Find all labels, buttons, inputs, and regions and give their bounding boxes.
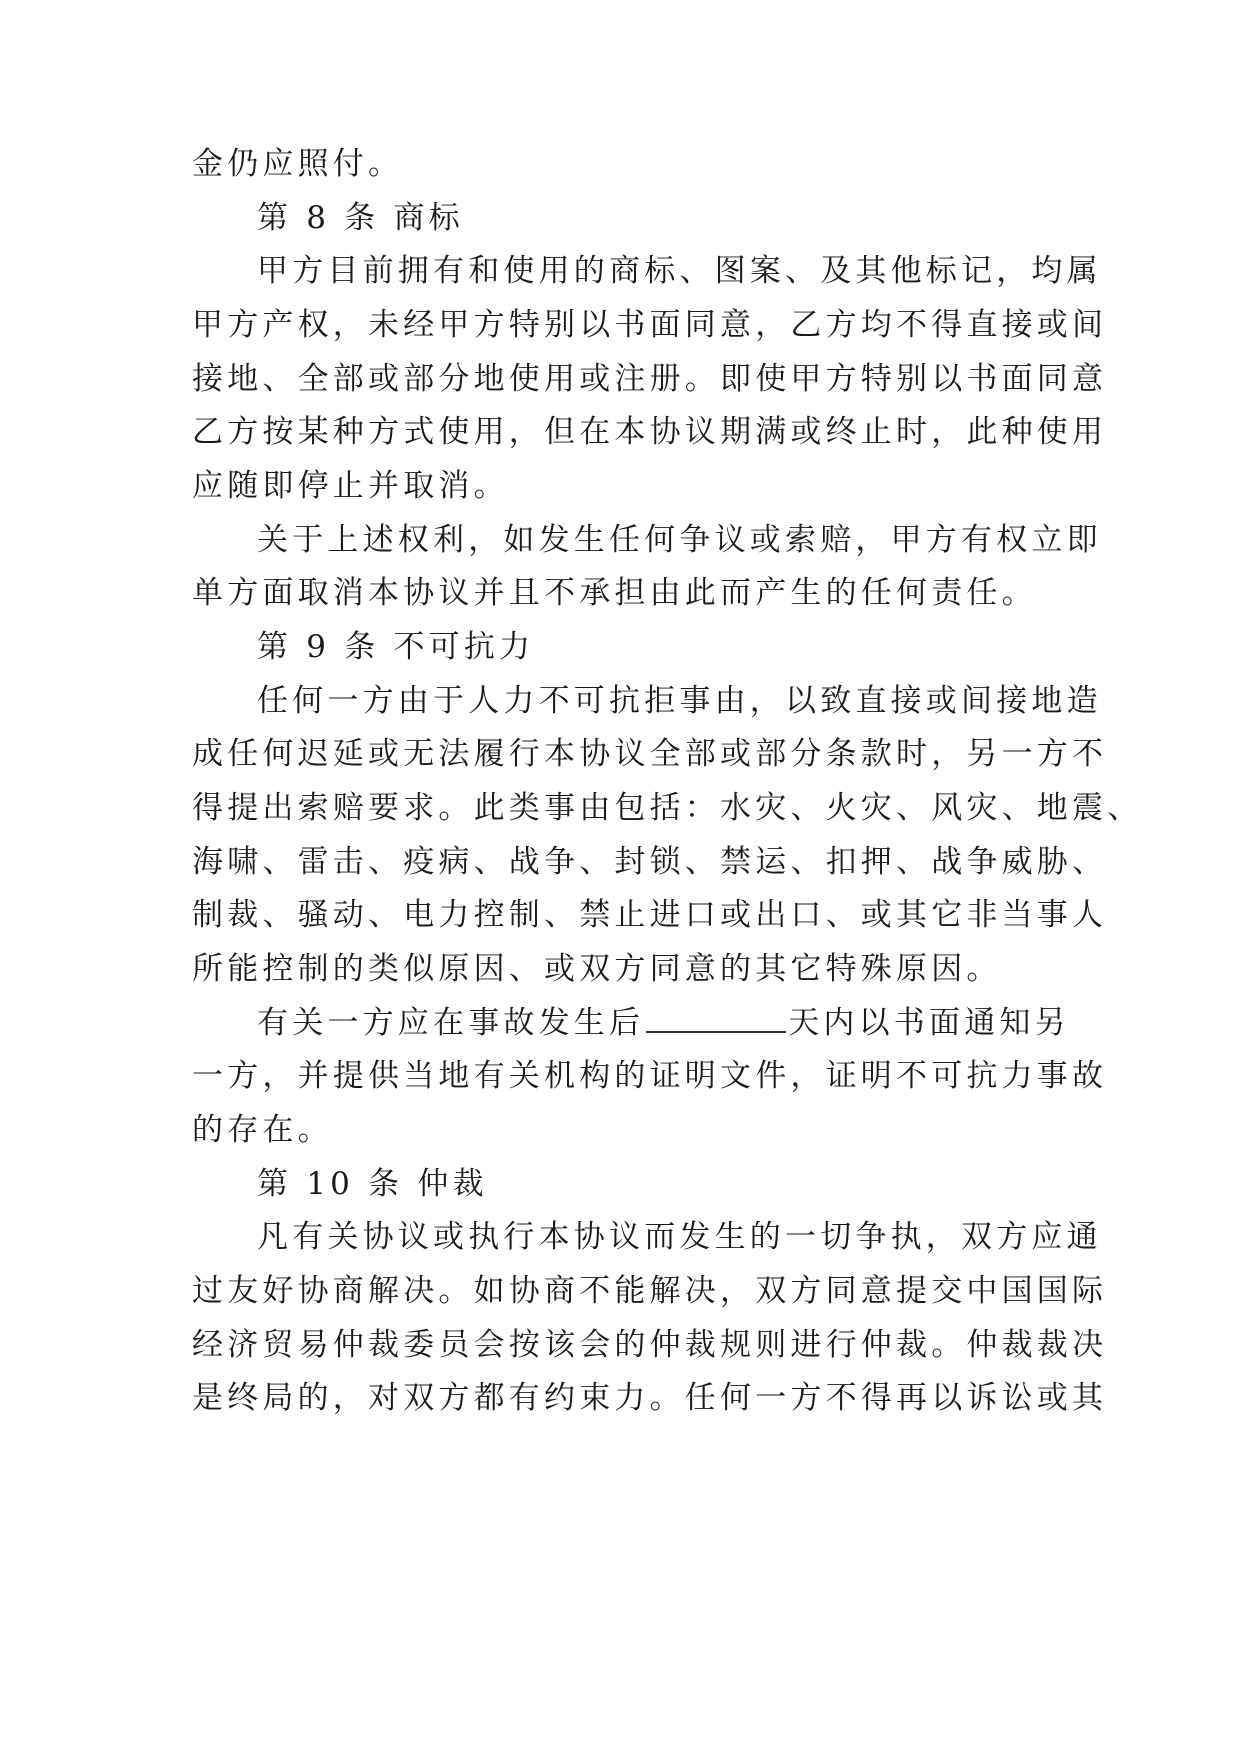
text-line: 是终局的，对双方都有约束力。任何一方不得再以诉讼或其 (192, 1380, 1108, 1416)
clause-heading: 第 10 条 仲裁 (257, 1166, 488, 1202)
text-line: 海啸、雷击、疫病、战争、封锁、禁运、扣押、战争威胁、 (192, 844, 1108, 880)
text-line: 单方面取消本协议并且不承担由此而产生的任何责任。 (192, 575, 1037, 611)
text-line-with-blank (257, 1003, 1070, 1043)
fill-in-blank (646, 1007, 786, 1033)
text-line: 所能控制的类似原因、或双方同意的其它特殊原因。 (192, 951, 1002, 987)
clause-heading: 第 8 条 商标 (257, 200, 464, 236)
text-segment: 有关一方应在事故发生后 (257, 1005, 645, 1041)
text-line: 制裁、骚动、电力控制、禁止进口或出口、或其它非当事人 (192, 897, 1108, 933)
text-line: 经济贸易仲裁委员会按该会的仲裁规则进行仲裁。仲裁裁决 (192, 1327, 1108, 1363)
text-line: 甲方产权，未经甲方特别以书面同意，乙方均不得直接或间 (192, 307, 1108, 343)
text-line: 成任何迟延或无法履行本协议全部或部分条款时，另一方不 (192, 736, 1108, 772)
text-line: 一方，并提供当地有关机构的证明文件，证明不可抗力事故 (192, 1058, 1108, 1094)
text-line: 得提出索赔要求。此类事由包括：水灾、火灾、风灾、地震、 (192, 790, 1143, 826)
clause-heading: 第 9 条 不可抗力 (257, 629, 535, 665)
text-line: 的存在。 (192, 1112, 333, 1148)
text-segment: 天内以书面通知另 (788, 1005, 1070, 1041)
text-line: 甲方目前拥有和使用的商标、图案、及其他标记，均属 (257, 253, 1102, 289)
text-line: 任何一方由于人力不可抗拒事由，以致直接或间接地造 (257, 683, 1102, 719)
text-line: 乙方按某种方式使用，但在本协议期满或终止时，此种使用 (192, 414, 1108, 450)
text-line: 关于上述权利，如发生任何争议或索赔，甲方有权立即 (257, 522, 1102, 558)
text-line: 过友好协商解决。如协商不能解决，双方同意提交中国国际 (192, 1273, 1108, 1309)
text-line: 凡有关协议或执行本协议而发生的一切争执，双方应通 (257, 1219, 1102, 1255)
text-line: 接地、全部或部分地使用或注册。即使甲方特别以书面同意 (192, 361, 1108, 397)
text-line: 金仍应照付。 (192, 146, 404, 182)
text-line: 应随即停止并取消。 (192, 468, 509, 504)
